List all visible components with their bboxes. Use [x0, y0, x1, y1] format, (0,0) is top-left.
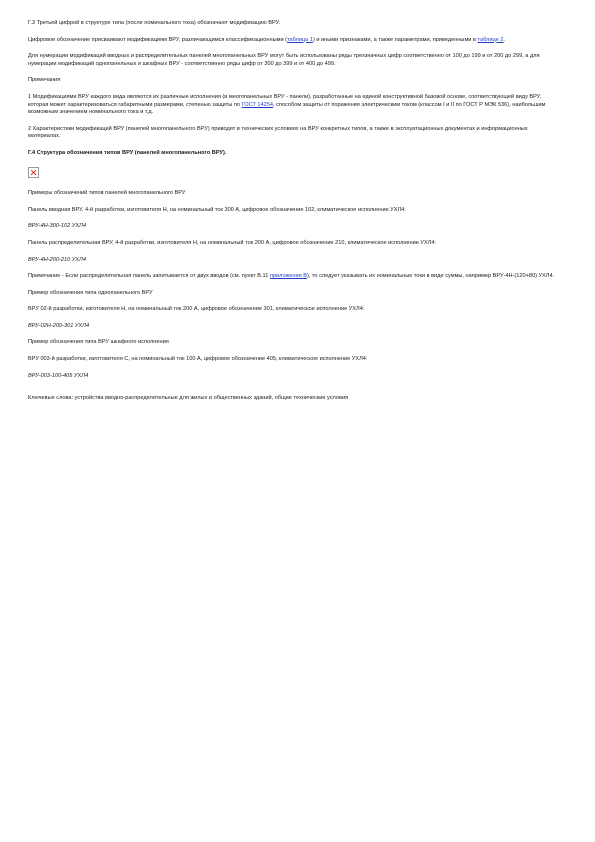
- broken-image-icon: [28, 167, 39, 178]
- example-cabinet-heading: Пример обозначения типа ВРУ шкафного исполнения: [28, 339, 169, 346]
- example-single-heading: Пример обозначения типа однопанельного ВРУ: [28, 289, 153, 296]
- example-4-code: ВРУ-003-100-405 УХЛ4: [28, 372, 89, 379]
- link-gost-14254[interactable]: ГОСТ 14254: [241, 101, 273, 108]
- link-appendix-v[interactable]: приложения В: [269, 273, 307, 280]
- link-table-1[interactable]: таблица 1: [287, 36, 313, 43]
- document-page: [28, 20, 558, 412]
- link-table-2[interactable]: таблице 2: [477, 36, 504, 43]
- example-4-text: ВРУ 003-й разработки, изготовителя С, на номинальный ток 100 А, цифровое обозначение 405, климатическое исполнение УХЛ4:: [28, 356, 368, 363]
- text-fragment: .: [503, 36, 505, 43]
- note-1: [28, 94, 558, 117]
- example-3-text: ВРУ 02-й разработки, изготовителя Н, на номинальный ток 200 А, цифровое обозначение 301, климатическое исполнение УХЛ4:: [28, 306, 365, 313]
- text-fragment: Примечание - Если распределительная панель запитывается от двух вводов (см. пункт В.11: [28, 273, 270, 280]
- text-fragment: ), то следует указывать их номинальные токи в виде суммы, например ВРУ-4Н-(120+80) УХЛ4.: [306, 273, 555, 280]
- example-2-text: Панель распределительная ВРУ, 4-й разработки, изготовителя Н, на номинальный ток 200 А, цифровое обозначение 210, климатическое исполнение УХЛ4:: [28, 239, 437, 246]
- notes-heading: Примечания: [28, 77, 61, 84]
- paragraph-g3: Г.3 Третьей цифрой в структуре типа (после номинального тока) обозначают модификацию ВРУ.: [28, 20, 280, 26]
- text-fragment: Цифровое обозначение присваивают модификациям ВРУ, различающимся классификационными (: [28, 36, 287, 43]
- note-2: 2 Характеристики модификаций ВРУ (панелей многопанельного ВРУ) приводят в технических условиях на ВРУ конкретных типов, а также в эксплуатационных документах и информационных материалах.: [28, 125, 528, 140]
- text-fragment: ) и иными признаками, а также параметрами, приведенными в: [312, 36, 478, 43]
- paragraph-designation: [28, 37, 558, 45]
- example-1-text: Панель вводная ВРУ, 4-й разработки, изготовителя Н, на номинальный ток 300 А, цифровое обозначение 102, климатическое исполнение УХЛ4:: [28, 206, 406, 213]
- text-fragment: , способом защиты от поражения электрическим током (классом I и II по ГОСТ Р МЭК 536), наибольшим возможным значением номинального тока и т.д.: [28, 101, 546, 116]
- note-3: [28, 273, 558, 281]
- text-fragment: 1 Модификациями ВРУ каждого вида являются их различные исполнения (в многопанельных ВРУ - панели), разработанные на единой конструктивной базовой основе, соответствующей виду ВРУ, которая может характеризоваться габаритными размерами, степенью защиты по: [28, 93, 542, 108]
- paragraph-numbering: Для нумерации модификаций вводных и распределительных панелей многопанельных ВРУ могут быть использованы ряды трехзначных цифр соответственно от 100 до 199 и от 200 до 299, а для нумерации модификаций однопанельных и шкафных ВРУ - соответственно ряды цифр от 300 до 399 и от 400 до 499.: [28, 53, 540, 67]
- example-3-code: ВРУ-02Н-200-301 УХЛ4: [28, 322, 90, 329]
- example-2-code: ВРУ-4Н-200-210 УХЛ4: [28, 256, 86, 263]
- example-panels-heading: Примеры обозначений типов панелей многопанельного ВРУ: [28, 190, 186, 197]
- keywords: Ключевые слова: устройства вводно-распределительные для жилых и общественных зданий, общие технические условия: [28, 395, 349, 402]
- example-1-code: ВРУ-4Н-300-102 УХЛ4: [28, 223, 86, 230]
- section-heading-g4: Г.4 Структура обозначения типов ВРУ (панелей многопанельного ВРУ).: [28, 149, 227, 156]
